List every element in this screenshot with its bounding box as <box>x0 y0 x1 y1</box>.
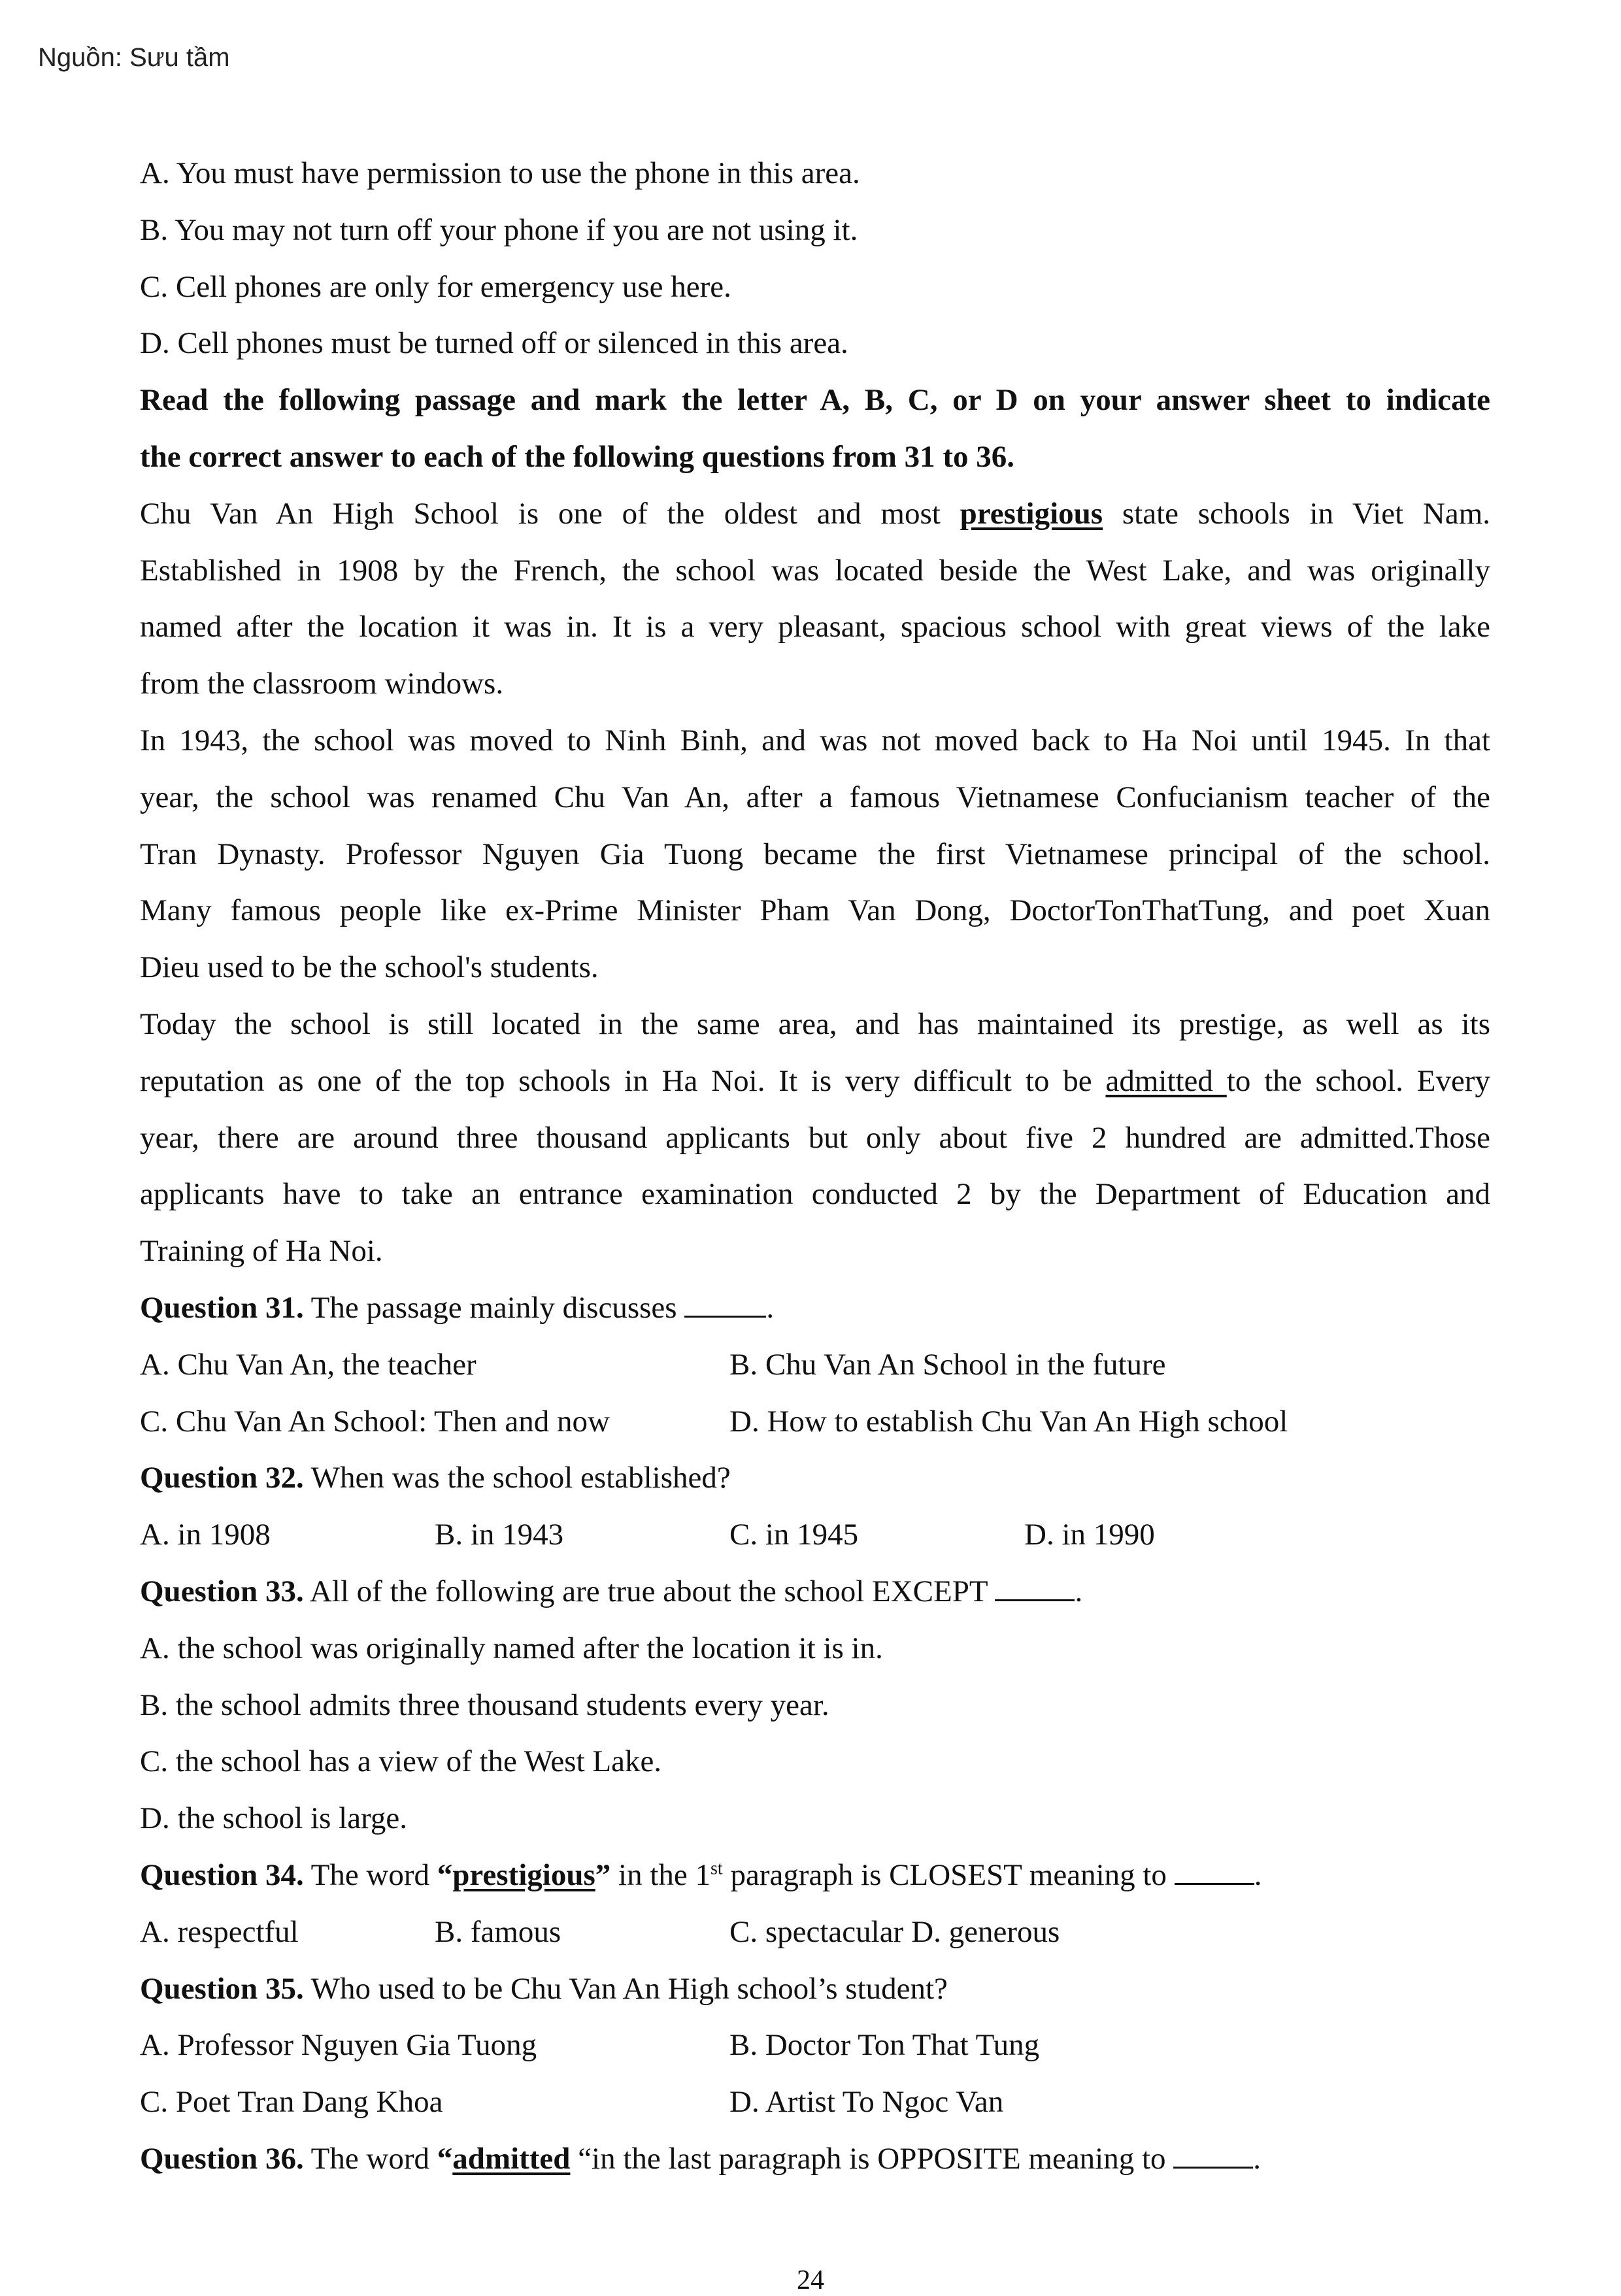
passage-p2-line-5: Dieu used to be the school's students. <box>140 950 599 985</box>
option-d[interactable]: D. Artist To Ngoc Van <box>729 2085 1004 2120</box>
question-text: paragraph is CLOSEST meaning to <box>722 1857 1175 1892</box>
passage-p3-line-1: Today the school is still located in the same area, and has maintained its prestige, as well as its <box>140 1007 1490 1041</box>
question-end: . <box>1075 1574 1083 1608</box>
highlight-word-admitted: admitted <box>452 2141 571 2176</box>
question-label: Question 33. <box>140 1574 304 1608</box>
passage-text: reputation as one of the top schools in Ha Noi. It is very difficult to be <box>140 1063 1092 1098</box>
passage-text: to the school. Every <box>1226 1063 1490 1098</box>
option-c[interactable]: C. spectacular <box>729 1914 904 1949</box>
question-end: . <box>1254 1857 1262 1892</box>
prev-option-c: C. Cell phones are only for emergency use here. <box>140 269 731 304</box>
open-quote: “ <box>437 2141 453 2176</box>
q35-options-row-1 <box>140 2017 1490 2074</box>
source-note: Nguồn: Sưu tầm <box>38 43 230 72</box>
question-text: “in the last paragraph is OPPOSITE meaning to <box>570 2141 1174 2176</box>
option-a[interactable]: A. Professor Nguyen Gia Tuong <box>140 2028 537 2063</box>
question-text: The word <box>303 2141 437 2176</box>
prev-option-a: A. You must have permission to use the phone in this area. <box>140 156 860 190</box>
answer-blank <box>684 1284 766 1318</box>
option-a[interactable]: A. the school was originally named after the location it is in. <box>140 1631 883 1665</box>
passage-p1-line-1 <box>140 486 1490 542</box>
highlight-word-prestigious: prestigious <box>452 1857 595 1892</box>
passage-text: state schools in Viet Nam. <box>1122 496 1491 531</box>
prev-option-b: B. You may not turn off your phone if you are not using it. <box>140 212 858 247</box>
passage-p2-line-2: year, the school was renamed Chu Van An, after a famous Vietnamese Confucianism teacher of the <box>140 780 1490 814</box>
passage-text: Chu Van An High School is one of the oldest and most <box>140 496 941 531</box>
question-34 <box>140 1847 1490 1904</box>
highlight-word-admitted: admitted <box>1105 1063 1227 1098</box>
answer-blank <box>1175 1852 1254 1885</box>
instruction-text-1: Read the following passage and mark the letter A, B, C, or D on your answer sheet to indicate <box>140 383 1490 418</box>
prev-option-d: D. Cell phones must be turned off or silenced in this area. <box>140 326 848 361</box>
option-b[interactable]: B. famous <box>435 1914 561 1949</box>
option-b[interactable]: B. Chu Van An School in the future <box>729 1347 1166 1382</box>
question-label: Question 32. <box>140 1461 304 1495</box>
passage-p3-line-3: year, there are around three thousand applicants but only about five 2 hundred are admitted.Those <box>140 1120 1490 1155</box>
question-text: All of the following are true about the school EXCEPT <box>303 1574 995 1608</box>
question-end: . <box>766 1290 775 1325</box>
question-text: The passage mainly discusses <box>303 1290 685 1325</box>
answer-blank <box>995 1568 1075 1601</box>
option-d[interactable]: D. generous <box>911 1914 1060 1949</box>
q31-options-row-2 <box>140 1393 1490 1450</box>
passage-p2-line-4: Many famous people like ex-Prime Minister Pham Van Dong, DoctorTonThatTung, and poet Xuan <box>140 893 1490 928</box>
passage-p3-line-5: Training of Ha Noi. <box>140 1234 383 1269</box>
question-35 <box>140 1961 1490 2018</box>
option-d[interactable]: D. How to establish Chu Van An High school <box>729 1404 1288 1439</box>
passage-p2-line-3: Tran Dynasty. Professor Nguyen Gia Tuong became the first Vietnamese principal of the school. <box>140 837 1490 871</box>
question-32 <box>140 1450 1490 1506</box>
option-c[interactable]: C. Chu Van An School: Then and now <box>140 1404 610 1439</box>
option-a[interactable]: A. respectful <box>140 1914 299 1949</box>
question-label: Question 36. <box>140 2141 304 2176</box>
option-c[interactable]: C. the school has a view of the West Lake. <box>140 1744 662 1779</box>
option-d[interactable]: D. the school is large. <box>140 1801 408 1836</box>
question-text: The word <box>303 1857 437 1892</box>
option-b[interactable]: B. the school admits three thousand students every year. <box>140 1688 829 1722</box>
instruction-line-1 <box>140 372 1490 429</box>
question-label: Question 31. <box>140 1290 304 1325</box>
page-content <box>140 145 1490 2188</box>
option-b[interactable]: B. Doctor Ton That Tung <box>729 2028 1040 2063</box>
close-quote: ” <box>595 1857 611 1892</box>
question-label: Question 35. <box>140 1971 304 2006</box>
option-c[interactable]: C. Poet Tran Dang Khoa <box>140 2085 443 2120</box>
question-text: Who used to be Chu Van An High school’s student? <box>303 1971 948 2006</box>
option-a[interactable]: A. Chu Van An, the teacher <box>140 1347 476 1382</box>
ordinal-suffix: st <box>710 1858 723 1879</box>
question-33 <box>140 1563 1490 1620</box>
instruction-line-2 <box>140 429 1490 486</box>
question-text: When was the school established? <box>303 1461 731 1495</box>
option-a[interactable]: A. in 1908 <box>140 1518 271 1552</box>
q31-options-row-1 <box>140 1337 1490 1393</box>
passage-p1-line-3: named after the location it was in. It is a very pleasant, spacious school with great views of the lake <box>140 610 1490 644</box>
highlight-word-prestigious: prestigious <box>960 496 1103 531</box>
passage-p1-line-4: from the classroom windows. <box>140 667 504 701</box>
question-36 <box>140 2131 1490 2188</box>
q32-options-row <box>140 1506 1490 1563</box>
passage-p3-line-2 <box>140 1053 1490 1110</box>
passage-p1-line-2: Established in 1908 by the French, the school was located beside the West Lake, and was originally <box>140 553 1490 588</box>
page-number: 24 <box>797 2265 824 2295</box>
question-end: . <box>1253 2141 1262 2176</box>
question-text: in the 1 <box>610 1857 711 1892</box>
instruction-text-2: the correct answer to each of the following questions from 31 to 36. <box>140 439 1015 474</box>
option-d[interactable]: D. in 1990 <box>1024 1518 1155 1552</box>
open-quote: “ <box>437 1857 453 1892</box>
q35-options-row-2 <box>140 2074 1490 2131</box>
q34-options-row <box>140 1904 1490 1961</box>
passage-p3-line-4: applicants have to take an entrance examination conducted 2 by the Department of Education and <box>140 1177 1490 1212</box>
option-b[interactable]: B. in 1943 <box>435 1518 564 1552</box>
answer-blank <box>1173 2135 1253 2169</box>
question-31 <box>140 1280 1490 1337</box>
question-label: Question 34. <box>140 1857 304 1892</box>
passage-p2-line-1: In 1943, the school was moved to Ninh Binh, and was not moved back to Ha Noi until 1945. In that <box>140 723 1490 757</box>
option-c[interactable]: C. in 1945 <box>729 1518 859 1552</box>
